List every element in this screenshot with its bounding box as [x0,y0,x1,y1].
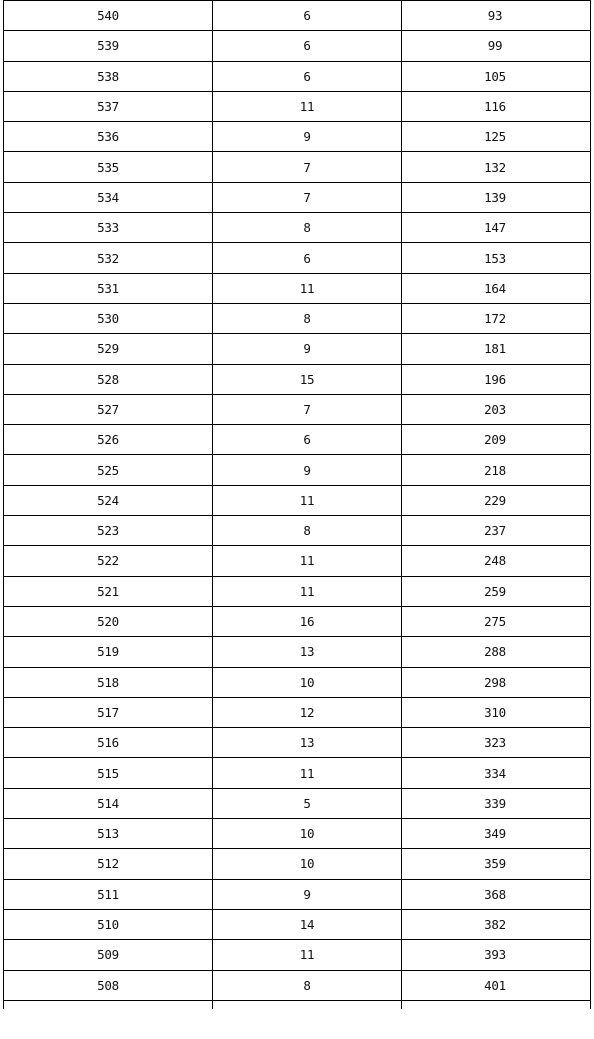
cumulative-cell: 105 [484,68,506,84]
score-cell: 528 [4,365,213,394]
count-cell: 16 [213,607,402,636]
cumulative-cell: 203 [484,402,506,417]
count-cell: 10 [213,668,402,697]
cumulative-cell: 147 [484,220,506,236]
cumulative-cell: 209 [484,432,506,448]
cumulative-cell: 172 [484,311,506,327]
count-cell: 8 [213,213,402,242]
score-cell: 532 [4,243,213,272]
score-cell: 526 [4,425,213,454]
cumulative-cell: 125 [484,129,506,145]
table-row [4,92,590,122]
score-cell: 525 [4,455,213,484]
count-cell: 12 [213,698,402,727]
count-cell: 8 [213,971,402,1000]
score-cell: 523 [4,516,213,545]
score-cell: 517 [4,698,213,727]
count-cell: 10 [213,849,402,878]
table-row [4,789,590,819]
score-cell: 536 [4,122,213,151]
score-cell: 534 [4,183,213,212]
table-row [4,971,590,1001]
table-row [4,880,590,910]
count-cell: 11 [213,758,402,787]
score-cell: 518 [4,668,213,697]
table-row [4,243,590,273]
table-row [4,607,590,637]
table-row [4,304,590,334]
count-cell: 11 [213,92,402,121]
cumulative-cell: 310 [484,704,506,720]
table-row-partial [4,1001,590,1009]
count-cell: 7 [213,395,402,424]
table-row [4,546,590,576]
cumulative-cell: 323 [484,735,506,751]
score-cell: 512 [4,849,213,878]
count-cell: 5 [213,789,402,818]
table-row [4,516,590,546]
table-row [4,637,590,667]
score-cell: 519 [4,637,213,666]
score-cell: 515 [4,758,213,787]
table-row [4,395,590,425]
cumulative-cell: 99 [487,38,503,54]
count-cell: 11 [213,546,402,575]
count-cell: 7 [213,152,402,181]
count-cell: 13 [213,637,402,666]
cumulative-cell: 298 [484,674,506,690]
table-row [4,940,590,970]
count-cell: 7 [213,183,402,212]
count-cell: 11 [213,577,402,606]
score-cell: 530 [4,304,213,333]
table-row [4,334,590,364]
empty-cell [213,1001,402,1009]
score-cell: 514 [4,789,213,818]
count-cell: 13 [213,728,402,757]
score-cell: 510 [4,910,213,939]
score-cell: 529 [4,334,213,363]
table-row [4,577,590,607]
cumulative-cell: 181 [484,341,506,357]
count-cell: 6 [213,425,402,454]
table-row [4,698,590,728]
count-cell: 8 [213,304,402,333]
count-cell: 6 [213,243,402,272]
cumulative-cell: 93 [487,8,503,24]
count-cell: 8 [213,516,402,545]
table-row [4,425,590,455]
count-cell: 11 [213,940,402,969]
table-row [4,486,590,516]
count-cell: 9 [213,334,402,363]
cumulative-cell: 393 [484,947,506,963]
table-row [4,62,590,92]
cumulative-cell: 196 [484,371,506,387]
empty-cell [4,1001,213,1009]
table-row [4,910,590,940]
cumulative-cell: 368 [484,886,506,902]
score-cell: 540 [4,1,213,30]
table-row [4,668,590,698]
score-table [3,0,591,1009]
table-row [4,183,590,213]
cumulative-cell: 218 [484,462,506,478]
cumulative-cell: 139 [484,189,506,205]
cumulative-cell: 275 [484,614,506,630]
score-cell: 524 [4,486,213,515]
score-cell: 513 [4,819,213,848]
cumulative-cell: 229 [484,492,506,508]
cumulative-cell: 334 [484,765,506,781]
table-row [4,274,590,304]
score-cell: 511 [4,880,213,909]
score-cell: 522 [4,546,213,575]
score-cell: 539 [4,31,213,60]
table-row [4,455,590,485]
score-cell: 538 [4,62,213,91]
cumulative-cell: 359 [484,856,506,872]
count-cell: 9 [213,880,402,909]
score-cell: 533 [4,213,213,242]
cumulative-cell: 164 [484,280,506,296]
cumulative-cell: 349 [484,826,506,842]
table-row [4,758,590,788]
cumulative-cell: 401 [484,977,506,993]
cumulative-cell: 382 [484,917,506,933]
count-cell: 9 [213,455,402,484]
cumulative-cell: 132 [484,159,506,175]
score-cell: 531 [4,274,213,303]
table-row [4,365,590,395]
cumulative-cell: 153 [484,250,506,266]
count-cell: 9 [213,122,402,151]
score-cell: 508 [4,971,213,1000]
score-cell: 520 [4,607,213,636]
count-cell: 6 [213,1,402,30]
cumulative-cell: 116 [484,99,506,115]
count-cell: 10 [213,819,402,848]
score-cell: 521 [4,577,213,606]
count-cell: 6 [213,31,402,60]
score-cell: 527 [4,395,213,424]
cumulative-cell: 248 [484,553,506,569]
count-cell: 15 [213,365,402,394]
table-row [4,213,590,243]
count-cell: 11 [213,486,402,515]
count-cell: 14 [213,910,402,939]
count-cell: 11 [213,274,402,303]
cumulative-cell: 237 [484,523,506,539]
table-row [4,122,590,152]
table-row [4,728,590,758]
table-row [4,849,590,879]
cumulative-cell: 259 [484,583,506,599]
table-row [4,819,590,849]
cumulative-cell: 288 [484,644,506,660]
score-cell: 535 [4,152,213,181]
score-cell: 509 [4,940,213,969]
table-row [4,152,590,182]
score-cell: 516 [4,728,213,757]
score-cell: 537 [4,92,213,121]
empty-cell [402,1001,588,1009]
cumulative-cell: 339 [484,795,506,811]
table-row [4,1,590,31]
table-row [4,31,590,61]
count-cell: 6 [213,62,402,91]
